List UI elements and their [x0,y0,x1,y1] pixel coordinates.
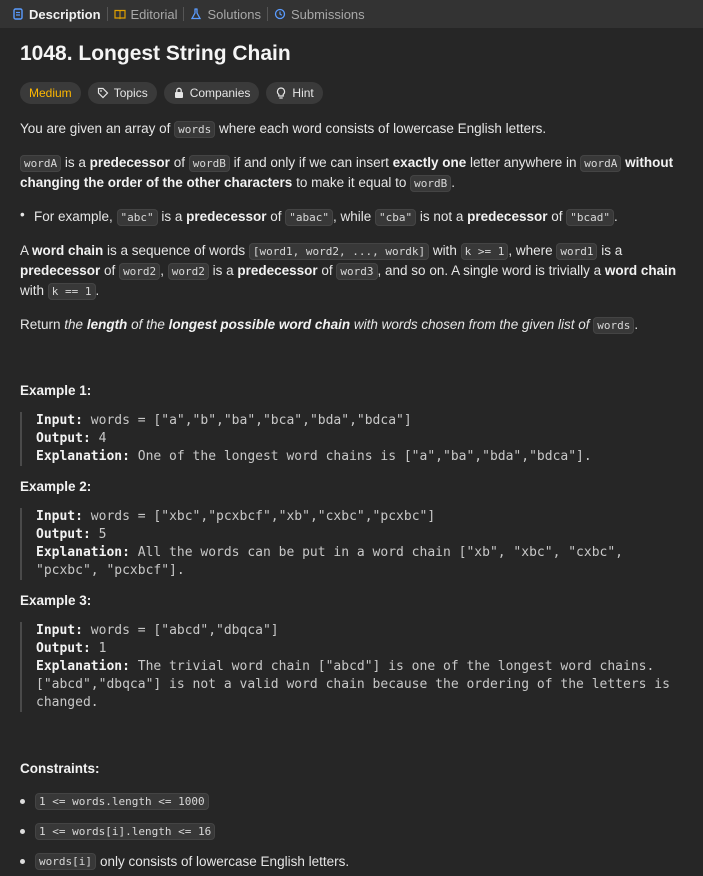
tab-solutions[interactable] [184,0,266,28]
inline-code: word1 [556,243,597,260]
tab-label: Solutions [207,6,261,22]
constraint-item [20,816,683,846]
predecessor-definition: wordA is a predecessor of wordB if and only if we can insert exactly one letter anywhere in wordA without changing the order of the other characters to make it equal to wordB . [20,155,674,190]
tag-icon [97,87,109,99]
description-icon [12,8,24,20]
constraint-item: words[i] only consists of lowercase English letters. [20,846,683,876]
problem-title: 1048. Longest String Chain [20,42,291,65]
lightbulb-icon [275,87,287,99]
inline-code: "cba" [375,209,416,226]
inline-code: word2 [168,263,209,280]
inline-code: "abac" [285,209,333,226]
inline-code: word3 [336,263,377,280]
example-bullet: • For example, "abc" is a predecessor of "abac" , while "cba" is not a predecessor of "bcad" . [20,207,618,224]
inline-code: k == 1 [48,283,96,300]
topics-button[interactable] [88,82,157,104]
hint-button[interactable] [266,82,322,104]
example-1-block: Input: words = ["a","b","ba","bca","bda","bdca"] Output: 4 Explanation: One of the longest word chains is ["a","ba","bda","bdca"]. [20,412,683,466]
inline-code: wordB [189,155,230,172]
inline-code: 1 <= words.length <= 1000 [35,793,209,810]
history-icon [274,8,286,20]
flask-icon [190,8,202,20]
inline-code: words[i] [35,853,96,870]
inline-code: 1 <= words[i].length <= 16 [35,823,215,840]
book-icon [114,8,126,20]
tab-description[interactable] [6,0,107,28]
description-paragraph: You are given an array of words where each word consists of lowercase English letters. [20,121,547,136]
inline-code: words [593,317,634,334]
tab-label: Description [29,6,101,22]
example-2-block: Input: words = ["xbc","pcxbcf","xb","cxbc","pcxbc"] Output: 5 Explanation: All the words can be put in a word chain ["xb", "xbc", "cxbc", "pcxbc", "pcxbcf"]. [20,508,683,580]
inline-code: "bcad" [566,209,614,226]
companies-label: Companies [189,86,251,100]
tab-label: Submissions [290,6,365,22]
problem-description [0,40,703,876]
inline-code: wordB [410,175,451,192]
example-3-block: Input: words = ["abcd","dbqca"] Output: 1 Explanation: The trivial word chain ["abcd"] is one of the longest word chains. ["abcd","dbqca"] is not a valid word chain because the ordering of the letters is changed. [20,622,683,712]
topics-label: Topics [113,86,148,100]
inline-code: "abc" [117,209,158,226]
tag-row [20,82,683,104]
constraint-item [20,786,683,816]
example-3-title: Example 3: [20,593,92,608]
inline-code: [word1, word2, ..., wordk] [249,243,429,260]
inline-code: k >= 1 [461,243,509,260]
example-1-title: Example 1: [20,383,92,398]
word-chain-definition: A word chain is a sequence of words [word1, word2, ..., wordk] with k >= 1 , where word1 is a predecessor of word2 , word2 is a predecessor of word3 , and so on. A single word is trivially a word chain with k == 1 . [20,243,677,298]
inline-code: word2 [119,263,160,280]
example-2-title: Example 2: [20,479,92,494]
inline-code: words [174,121,215,138]
tab-bar [0,0,703,28]
inline-code: wordA [580,155,621,172]
task-statement: Return the length of the longest possible word chain with words chosen from the given list of words . [20,317,639,332]
tab-submissions[interactable] [268,0,371,28]
tab-editorial[interactable] [108,0,184,28]
difficulty-badge: Medium [20,82,81,104]
inline-code: wordA [20,155,61,172]
hint-label: Hint [292,86,314,100]
companies-button[interactable] [164,82,260,104]
constraints-title: Constraints: [20,761,100,776]
tab-label: Editorial [130,6,178,22]
lock-icon [173,87,185,99]
